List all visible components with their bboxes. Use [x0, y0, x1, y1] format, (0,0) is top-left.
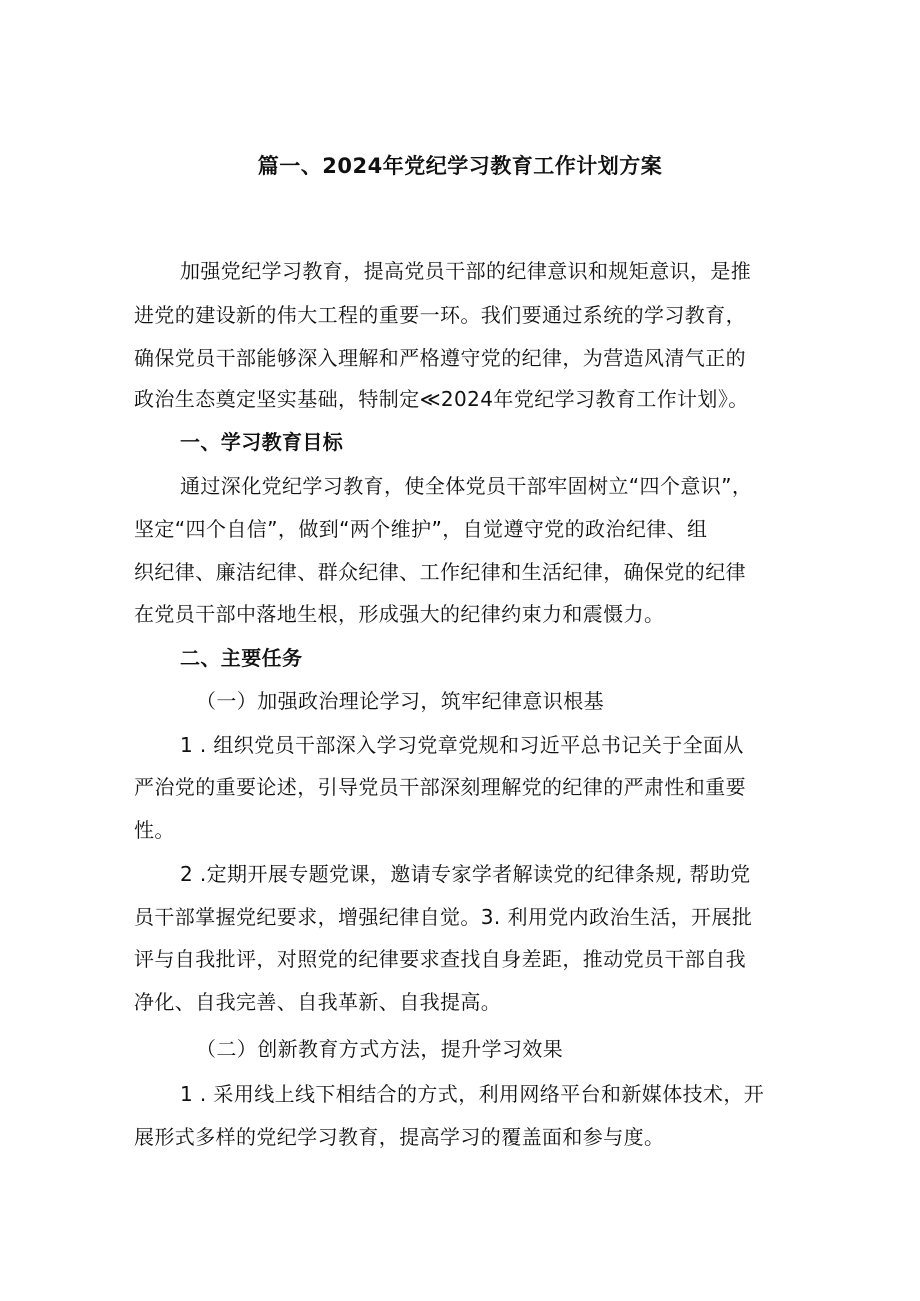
section-heading: 二、主要任务 [180, 646, 303, 670]
paragraph-line: 在党员干部中落地生根，形成强大的纪律约束力和震慑力。 [134, 602, 665, 626]
paragraph-line: 1 . 采用线上线下相结合的方式，利用网络平台和新媒体技术，开 [180, 1082, 765, 1106]
paragraph-line: 严治党的重要论述，引导党员干部深刻理解党的纪律的严肃性和重要 [134, 775, 746, 799]
paragraph-line: 2 .定期开展专题党课，邀请专家学者解读党的纪律条规, 帮助党 [180, 862, 751, 886]
paragraph-line: 加强党纪学习教育，提高党员干部的纪律意识和规矩意识，是推 [180, 259, 752, 283]
section-heading: 一、学习教育目标 [180, 430, 344, 454]
paragraph-line: 坚定“四个自信”，做到“两个维护”，自觉遵守党的政治纪律、组 [134, 517, 708, 541]
paragraph-line: 政治生态奠定坚实基础，特制定≪2024年党纪学习教育工作计划》。 [134, 387, 749, 411]
paragraph-line: 净化、自我完善、自我革新、自我提高。 [134, 990, 502, 1014]
paragraph-line: 通过深化党纪学习教育，使全体党员干部牢固树立“四个意识”， [180, 474, 753, 498]
subsection-heading: （一）加强政治理论学习，筑牢纪律意识根基 [196, 689, 604, 713]
paragraph-line: 织纪律、廉洁纪律、群众纪律、工作纪律和生活纪律，确保党的纪律 [134, 560, 746, 584]
paragraph-line: 进党的建设新的伟大工程的重要一环。我们要通过系统的学习教育， [134, 303, 746, 327]
paragraph-line: 1 . 组织党员干部深入学习党章党规和习近平总书记关于全面从 [180, 733, 744, 757]
paragraph-line: 确保党员干部能够深入理解和严格遵守党的纪律，为营造风清气正的 [134, 346, 746, 370]
document-title: 篇一、2024年党纪学习教育工作计划方案 [257, 154, 663, 178]
paragraph-line: 展形式多样的党纪学习教育，提高学习的覆盖面和参与度。 [134, 1125, 665, 1149]
subsection-heading: （二）创新教育方式方法，提升学习效果 [196, 1037, 564, 1061]
paragraph-line: 性。 [134, 818, 175, 842]
paragraph-line: 评与自我批评，对照党的纪律要求查找自身差距，推动党员干部自我 [134, 947, 746, 971]
paragraph-line: 员干部掌握党纪要求，增强纪律自觉。3. 利用党内政治生活，开展批 [134, 905, 753, 929]
